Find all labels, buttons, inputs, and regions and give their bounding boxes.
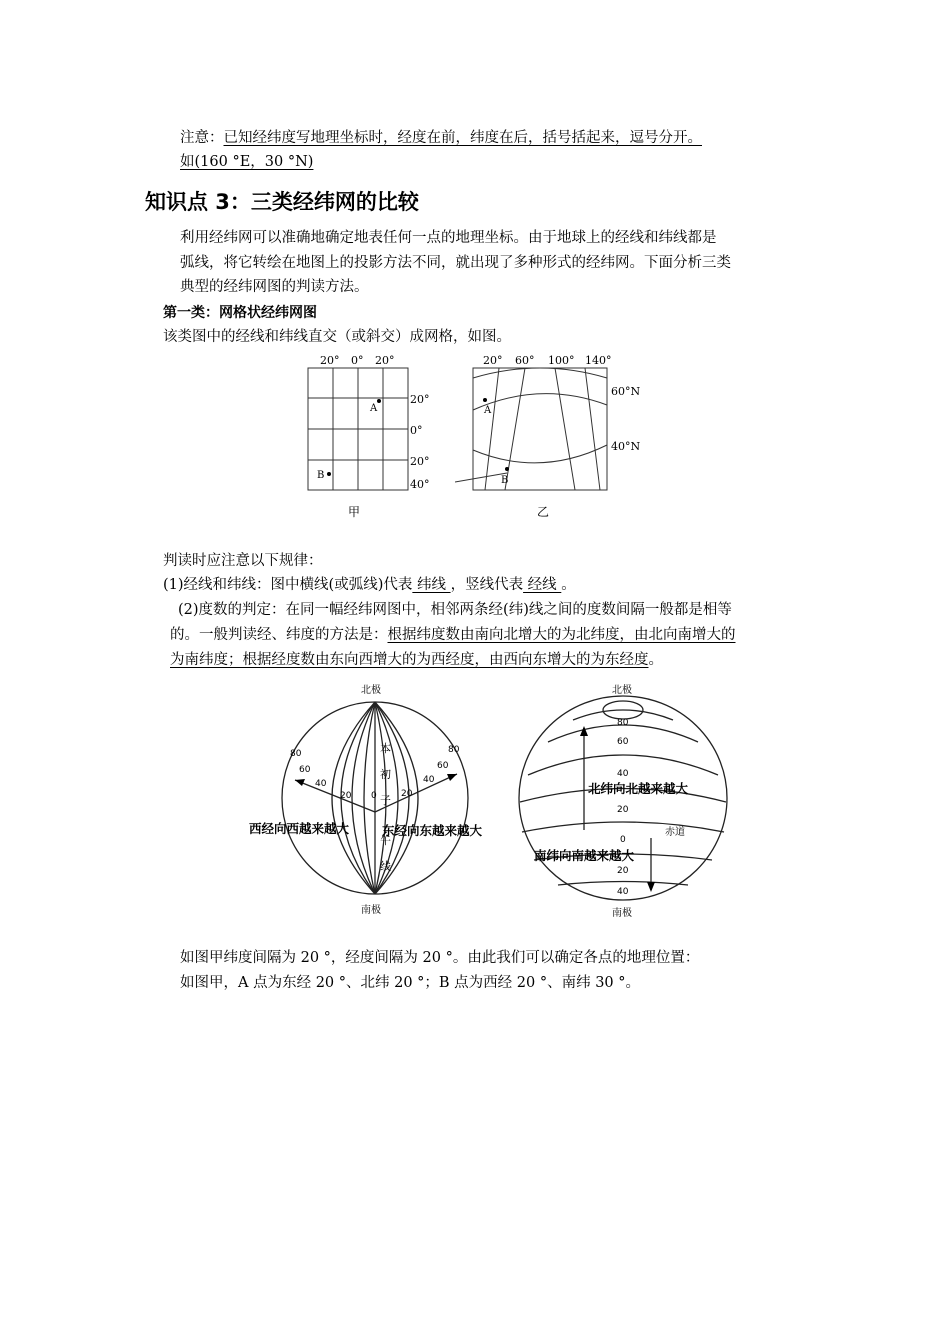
jia-top-label: 0° bbox=[351, 354, 364, 367]
west-degree: 80 bbox=[290, 749, 302, 759]
globe-left-south: 南极 bbox=[361, 905, 381, 916]
rule-2-line-2 bbox=[170, 625, 736, 645]
note-line-1 bbox=[180, 128, 702, 148]
east-degree: 60 bbox=[437, 761, 449, 771]
yi-lines bbox=[455, 368, 607, 490]
rule-1-blank-latitude: 纬线 bbox=[412, 577, 451, 593]
rule-2-underlined-cont: 为南纬度；根据经度数由东向西增大的为西经度，由西向东增大的为东经度 bbox=[170, 652, 649, 668]
lat-degree: 60 bbox=[617, 737, 629, 747]
west-arrow-shaft bbox=[295, 780, 375, 812]
rule-1-end: 。 bbox=[561, 577, 576, 593]
rules-intro: 判读时应注意以下规律： bbox=[163, 553, 323, 569]
intro-line-3: 典型的经纬网图的判读方法。 bbox=[180, 279, 369, 295]
west-arrowhead bbox=[295, 779, 305, 786]
yi-point-b-label: B bbox=[501, 475, 509, 486]
rule-1 bbox=[163, 575, 576, 595]
yi-top-label: 20° bbox=[483, 354, 503, 367]
category1-title: 第一类：网格状经纬网图 bbox=[163, 305, 317, 321]
yi-parallel bbox=[473, 445, 607, 463]
lat-degree: 40 bbox=[617, 769, 629, 779]
east-degree: 80 bbox=[448, 745, 460, 755]
yi-meridian bbox=[485, 368, 499, 490]
point-b-label: B bbox=[317, 470, 325, 481]
rule-1-blank-longitude: 经线 bbox=[523, 577, 562, 593]
parallel-s40 bbox=[558, 882, 688, 886]
jia-right-label: 20° bbox=[410, 455, 430, 468]
yi-point-a-marker bbox=[483, 398, 487, 402]
note-prefix: 注意： bbox=[180, 130, 224, 146]
rule-2-end: 。 bbox=[648, 652, 663, 668]
grid-map-jia bbox=[300, 350, 440, 525]
yi-caption: 乙 bbox=[537, 505, 550, 519]
lat-degree-south: 40 bbox=[617, 887, 629, 897]
meridian-char: 本 bbox=[380, 742, 391, 755]
globe-right-north: 北极 bbox=[612, 685, 632, 696]
yi-right-label: 40°N bbox=[611, 440, 641, 453]
category1-desc: 该类图中的经线和纬线直交（或斜交）成网格，如图。 bbox=[163, 329, 511, 345]
prime-zero: 0 bbox=[371, 791, 377, 801]
yi-meridian bbox=[505, 368, 525, 490]
jia-right-label: 40° bbox=[410, 478, 430, 491]
yi-parallel bbox=[473, 394, 607, 410]
east-degree: 40 bbox=[423, 775, 435, 785]
east-arrowhead bbox=[447, 774, 457, 781]
rule-2-underlined: 根据纬度数由南向北增大的为北纬度，由北向南增大的 bbox=[387, 627, 736, 643]
yi-meridian bbox=[585, 368, 600, 490]
west-degree: 20 bbox=[340, 791, 352, 801]
lat-degree: 80 bbox=[617, 718, 629, 728]
meridian-char: 线 bbox=[380, 860, 391, 873]
yi-point-b-marker bbox=[505, 467, 509, 471]
south-arrowhead bbox=[647, 882, 655, 892]
yi-right-label: 60°N bbox=[611, 385, 641, 398]
east-longitude-text: 东经向东越来越大 bbox=[382, 823, 483, 838]
yi-pointer-line bbox=[455, 473, 507, 482]
conclusion-line-1: 如图甲纬度间隔为 20 °，经度间隔为 20 °。由此我们可以确定各点的地理位置： bbox=[180, 950, 700, 966]
yi-parallel bbox=[473, 368, 607, 378]
jia-top-label: 20° bbox=[320, 354, 340, 367]
yi-top-label: 100° bbox=[548, 354, 575, 367]
yi-top-label: 60° bbox=[515, 354, 535, 367]
west-degree: 60 bbox=[299, 765, 311, 775]
rule-2-line-1: (2)度数的判定：在同一幅经纬网图中，相邻两条经(纬)线之间的度数间隔一般都是相等 bbox=[178, 602, 732, 618]
globe-right-south: 南极 bbox=[612, 908, 632, 919]
note-line-2: 如(160 °E，30 °N) bbox=[180, 154, 314, 170]
meridian-char: 子 bbox=[380, 794, 391, 807]
north-arrowhead bbox=[580, 726, 588, 736]
yi-top-label: 140° bbox=[585, 354, 612, 367]
west-longitude-text: 西经向西越来越大 bbox=[249, 821, 350, 836]
south-latitude-text: 南纬向南越来越大 bbox=[534, 848, 635, 863]
north-latitude-text: 北纬向北越来越大 bbox=[588, 781, 689, 796]
yi-meridian bbox=[555, 368, 575, 490]
globe-latitude bbox=[510, 680, 740, 920]
jia-right-label: 0° bbox=[410, 424, 423, 437]
yi-point-a-label: A bbox=[484, 405, 492, 416]
point-a-marker bbox=[377, 399, 381, 403]
jia-top-label: 20° bbox=[375, 354, 395, 367]
meridian-char: 午 bbox=[380, 834, 391, 847]
lat-degree: 20 bbox=[617, 805, 629, 815]
rule-1-prefix: (1)经线和纬线：图中横线(或弧线)代表 bbox=[163, 577, 413, 593]
intro-line-1: 利用经纬网可以准确地确定地表任何一点的地理坐标。由于地球上的经线和纬线都是 bbox=[180, 230, 717, 246]
point-a-label: A bbox=[370, 403, 378, 414]
jia-caption: 甲 bbox=[348, 505, 361, 519]
lat-zero: 0 bbox=[620, 835, 626, 845]
rule-2-line-3 bbox=[170, 650, 663, 670]
equator-label: 赤道 bbox=[665, 827, 685, 838]
grid-map-yi bbox=[455, 350, 655, 525]
rule-1-mid: ，竖线代表 bbox=[450, 577, 524, 593]
east-degree: 20 bbox=[401, 789, 413, 799]
note-text: 已知经纬度写地理坐标时，经度在前，纬度在后，括号括起来，逗号分开。 bbox=[223, 130, 702, 146]
section-heading: 知识点 3：三类经纬网的比较 bbox=[145, 190, 419, 214]
west-degree: 40 bbox=[315, 779, 327, 789]
globe-left-north: 北极 bbox=[361, 685, 381, 696]
conclusion-line-2: 如图甲，A 点为东经 20 °、北纬 20 °；B 点为西经 20 °、南纬 30 °。 bbox=[180, 975, 641, 991]
equator-line bbox=[522, 822, 724, 832]
meridian-char: 初 bbox=[380, 768, 391, 781]
rule-2-plain: 的。一般判读经、纬度的方法是： bbox=[170, 627, 388, 643]
intro-line-2: 弧线，将它转绘在地图上的投影方法不同，就出现了多种形式的经纬网。下面分析三类 bbox=[180, 255, 731, 271]
globe-longitude bbox=[245, 680, 505, 920]
jia-right-label: 20° bbox=[410, 393, 430, 406]
point-b-marker bbox=[327, 472, 331, 476]
lat-degree-south: 20 bbox=[617, 866, 629, 876]
